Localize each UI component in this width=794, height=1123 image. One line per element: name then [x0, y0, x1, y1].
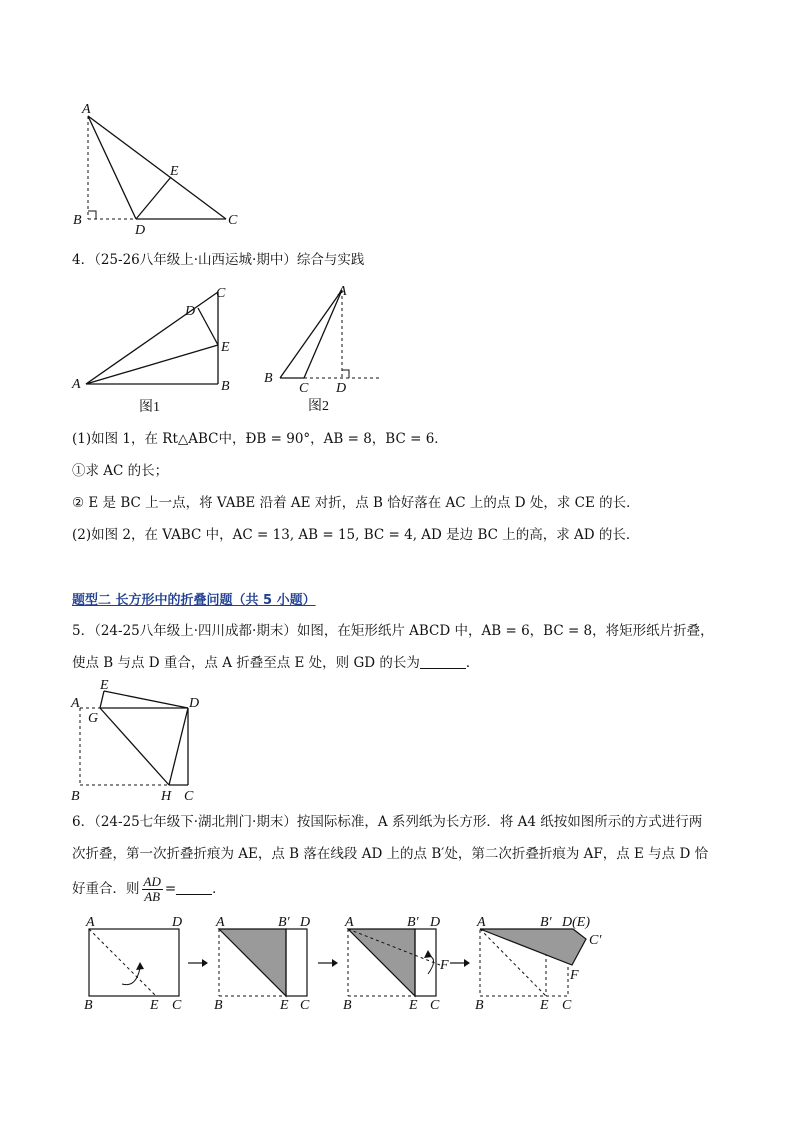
- p3-label-D: D: [430, 915, 441, 930]
- q5-figure: [66, 674, 216, 809]
- p4-label-E: E: [540, 998, 549, 1013]
- p2-label-Bp: B′: [278, 915, 290, 930]
- panel-2: [214, 915, 310, 1013]
- q6-line3: [72, 872, 226, 906]
- p1-label-D: D: [172, 915, 183, 930]
- fig1-label-C: C: [216, 286, 226, 301]
- q5-label-D: D: [189, 696, 200, 711]
- section-title: 题型二 长方形中的折叠问题（共 5 小题）: [72, 593, 316, 608]
- p2-label-A: A: [216, 915, 225, 930]
- q4-source: （25-26八年级上·山西运城·期中）综合与实践: [94, 252, 365, 268]
- q6-text-4: ．: [212, 881, 226, 897]
- panel-1: [84, 915, 182, 1013]
- q5-text-1: （24-25八年级上·四川成都·期末）如图，在矩形纸片 ABCD 中，AB = 6，BC = 8，将矩形纸片折叠，: [94, 623, 714, 639]
- arrow-3-head: [464, 959, 470, 967]
- q5-label-A: A: [71, 696, 80, 711]
- p1-label-B: B: [84, 998, 93, 1013]
- fig1-label-D: D: [185, 304, 196, 319]
- p3-label-B: B: [343, 998, 352, 1013]
- label-C: C: [228, 213, 238, 228]
- q6-fold-sequence-figure: [78, 908, 638, 1018]
- p1-label-E: E: [150, 998, 159, 1013]
- p4-label-A: A: [477, 915, 486, 930]
- q6-line2: 次折叠，第一次折叠折痕为 AE，点 B 落在线段 AD 上的点 B′处，第二次折叠折痕为 AF，点 E 与点 D 恰: [72, 846, 709, 862]
- fig1-label-E: E: [221, 340, 230, 355]
- q6-text-1: （24-25七年级下·湖北荆门·期末）按国际标准，A 系列纸为长方形．将 A4 纸按如图所示的方式进行两: [94, 814, 703, 830]
- p3-label-C: C: [430, 998, 440, 1013]
- p4-label-C: C: [562, 998, 572, 1013]
- p3-label-Bp: B′: [407, 915, 419, 930]
- p3-label-E: E: [409, 998, 418, 1013]
- q6-line1: [72, 812, 702, 832]
- q4-part1: (1)如图 1，在 Rt△ABC中，ÐB = 90°，AB = 8，BC = 6．: [72, 431, 448, 447]
- q5-label-E: E: [100, 678, 109, 693]
- q5-label-B: B: [71, 789, 80, 804]
- q5-line1: [72, 621, 714, 641]
- label-D: D: [135, 223, 146, 238]
- q5-text-3: ．: [465, 655, 480, 671]
- fig2-caption: 图2: [308, 399, 329, 414]
- p2-label-D: D: [300, 915, 311, 930]
- p4-label-B: B: [475, 998, 484, 1013]
- p3-label-A: A: [345, 915, 354, 930]
- figure-triangle-top: [60, 95, 260, 240]
- p4-label-Bp: B′: [540, 915, 552, 930]
- q5-number: 5．: [72, 623, 95, 639]
- q4-number: 4．: [72, 252, 95, 268]
- q5-line2: [72, 653, 479, 673]
- fig1-caption: 图1: [139, 400, 160, 415]
- q4-part1a: ①求 AC 的长；: [72, 463, 169, 479]
- fig2-label-A: A: [338, 284, 347, 299]
- fraction-numerator: AD: [143, 874, 161, 889]
- panel-4: [475, 915, 602, 1013]
- q6-text-3: 好重合．则: [72, 881, 140, 897]
- p3-label-F: F: [440, 958, 449, 973]
- q4-header: [72, 250, 364, 270]
- panel-3: [343, 915, 449, 1013]
- q4-figure-1: [66, 282, 246, 417]
- q5-label-H: H: [161, 789, 172, 804]
- q6-fraction: [142, 875, 163, 904]
- p4-label-DE: D(E): [562, 915, 590, 930]
- fig1-label-A: A: [72, 377, 81, 392]
- fig2-label-C: C: [299, 381, 309, 396]
- arrow-1-head: [202, 959, 208, 967]
- p2-label-E: E: [280, 998, 289, 1013]
- q4-part1b: ② E 是 BC 上一点，将 VABE 沿着 AE 对折，点 B 恰好落在 AC 上的点 D 处，求 CE 的长．: [72, 495, 640, 511]
- fraction-denominator: AB: [144, 889, 161, 904]
- q5-label-C: C: [184, 789, 194, 804]
- q4-part2: (2)如图 2，在 VABC 中，AC = 13, AB = 15, BC = 4, AD 是边 BC 上的高，求 AD 的长．: [72, 527, 640, 543]
- q6-answer-blank[interactable]: [176, 880, 212, 895]
- fig2-label-B: B: [264, 371, 273, 386]
- q5-label-G: G: [88, 711, 99, 726]
- arrow-2-head: [332, 959, 338, 967]
- p2-label-C: C: [300, 998, 310, 1013]
- label-E: E: [170, 164, 179, 179]
- fig2-label-D: D: [336, 381, 347, 396]
- q6-equals: =: [164, 881, 177, 897]
- p2-label-B: B: [214, 998, 223, 1013]
- q6-number: 6．: [72, 814, 95, 830]
- p4-label-F: F: [570, 968, 579, 983]
- label-A: A: [82, 102, 91, 117]
- label-B: B: [73, 213, 82, 228]
- p1-label-C: C: [172, 998, 182, 1013]
- q5-text-2: 使点 B 与点 D 重合，点 A 折叠至点 E 处，则 GD 的长为: [72, 655, 420, 671]
- q4-figure-2: [256, 278, 396, 416]
- p4-label-Cp: C′: [589, 933, 602, 948]
- p1-label-A: A: [86, 915, 95, 930]
- fig1-label-B: B: [221, 379, 230, 394]
- q5-answer-blank[interactable]: [420, 654, 466, 669]
